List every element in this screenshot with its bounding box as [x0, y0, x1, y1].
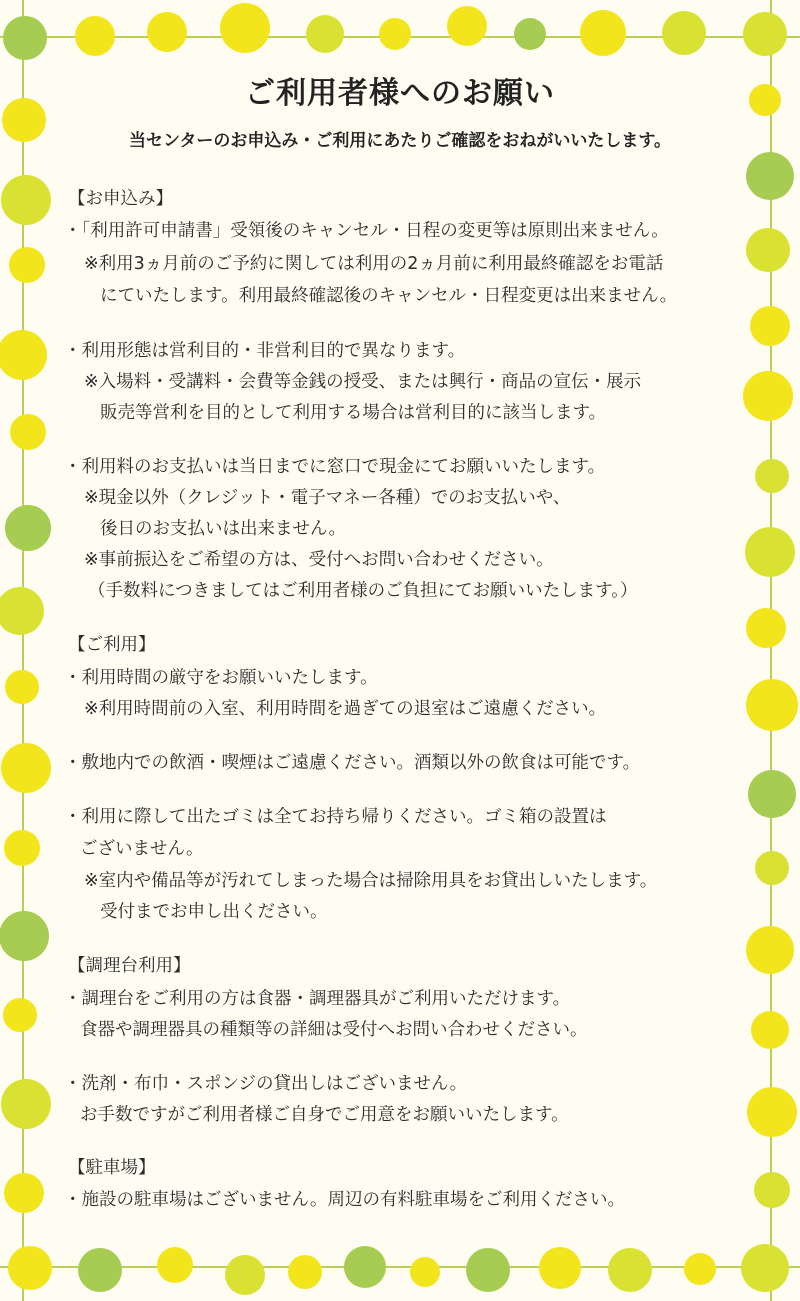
note-line: ※事前振込をご希望の方は、受付へお問い合わせください。 [84, 550, 554, 570]
list-item: ・利用料のお支払いは当日までに窓口で現金にてお願いいたします。 [64, 457, 606, 477]
note-line: （手数料につきましてはご利用者様のご負担にてお願いいたします。） [88, 581, 638, 601]
list-item: ・利用時間の厳守をお願いいたします。 [64, 668, 378, 688]
note-line: 販売等営利を目的として利用する場合は営利目的に該当します。 [100, 403, 607, 423]
section-heading-application: 【お申込み】 [68, 189, 173, 209]
list-item: ・「利用許可申請書」受領後のキャンセル・日程の変更等は原則出来ません。 [64, 221, 669, 241]
list-item: ・施設の駐車場はございません。周辺の有料駐車場をご利用ください。 [64, 1190, 626, 1210]
list-item: ・利用形態は営利目的・非営利目的で異なります。 [64, 341, 466, 361]
note-line: ※入場料・受講料・会費等金銭の授受、または興行・商品の宣伝・展示 [84, 372, 642, 392]
note-line: 後日のお支払いは出来ません。 [100, 519, 347, 539]
note-line: にていたします。利用最終確認後のキャンセル・日程変更は出来ません。 [100, 286, 678, 306]
list-item: ・洗剤・布巾・スポンジの貸出しはございません。 [64, 1074, 468, 1094]
list-item-continuation: ございません。 [80, 839, 204, 859]
section-heading-parking: 【駐車場】 [68, 1158, 156, 1178]
note-line: ※現金以外（クレジット・電子マネー各種）でのお支払いや、 [84, 488, 571, 508]
page-title: ご利用者様へのお願い [245, 76, 555, 111]
section-heading-kitchen: 【調理台利用】 [68, 956, 191, 976]
section-heading-usage: 【ご利用】 [68, 635, 156, 655]
list-item-continuation: 食器や調理器具の種類等の詳細は受付へお問い合わせください。 [80, 1020, 588, 1040]
note-line: ※室内や備品等が汚れてしまった場合は掃除用具をお貸出しいたします。 [84, 871, 658, 891]
note-line: ※利用時間前の入室、利用時間を過ぎての退室はご遠慮ください。 [84, 699, 607, 719]
note-line: ※利用3ヵ月前のご予約に関しては利用の2ヵ月前に利用最終確認をお電話 [84, 254, 664, 274]
list-item: ・調理台をご利用の方は食器・調理器具がご利用いただけます。 [64, 989, 571, 1009]
page-subtitle: 当センターのお申込み・ご利用にあたりご確認をおねがいいたします。 [129, 131, 671, 151]
list-item: ・利用に際して出たゴミは全てお持ち帰りください。ゴミ箱の設置は [64, 807, 607, 827]
note-line: 受付までお申し出ください。 [100, 902, 328, 922]
list-item: ・敷地内での飲酒・喫煙はご遠慮ください。酒類以外の飲食は可能です。 [64, 753, 641, 773]
list-item-continuation: お手数ですがご利用者様ご自身でご用意をお願いいたします。 [80, 1105, 569, 1125]
